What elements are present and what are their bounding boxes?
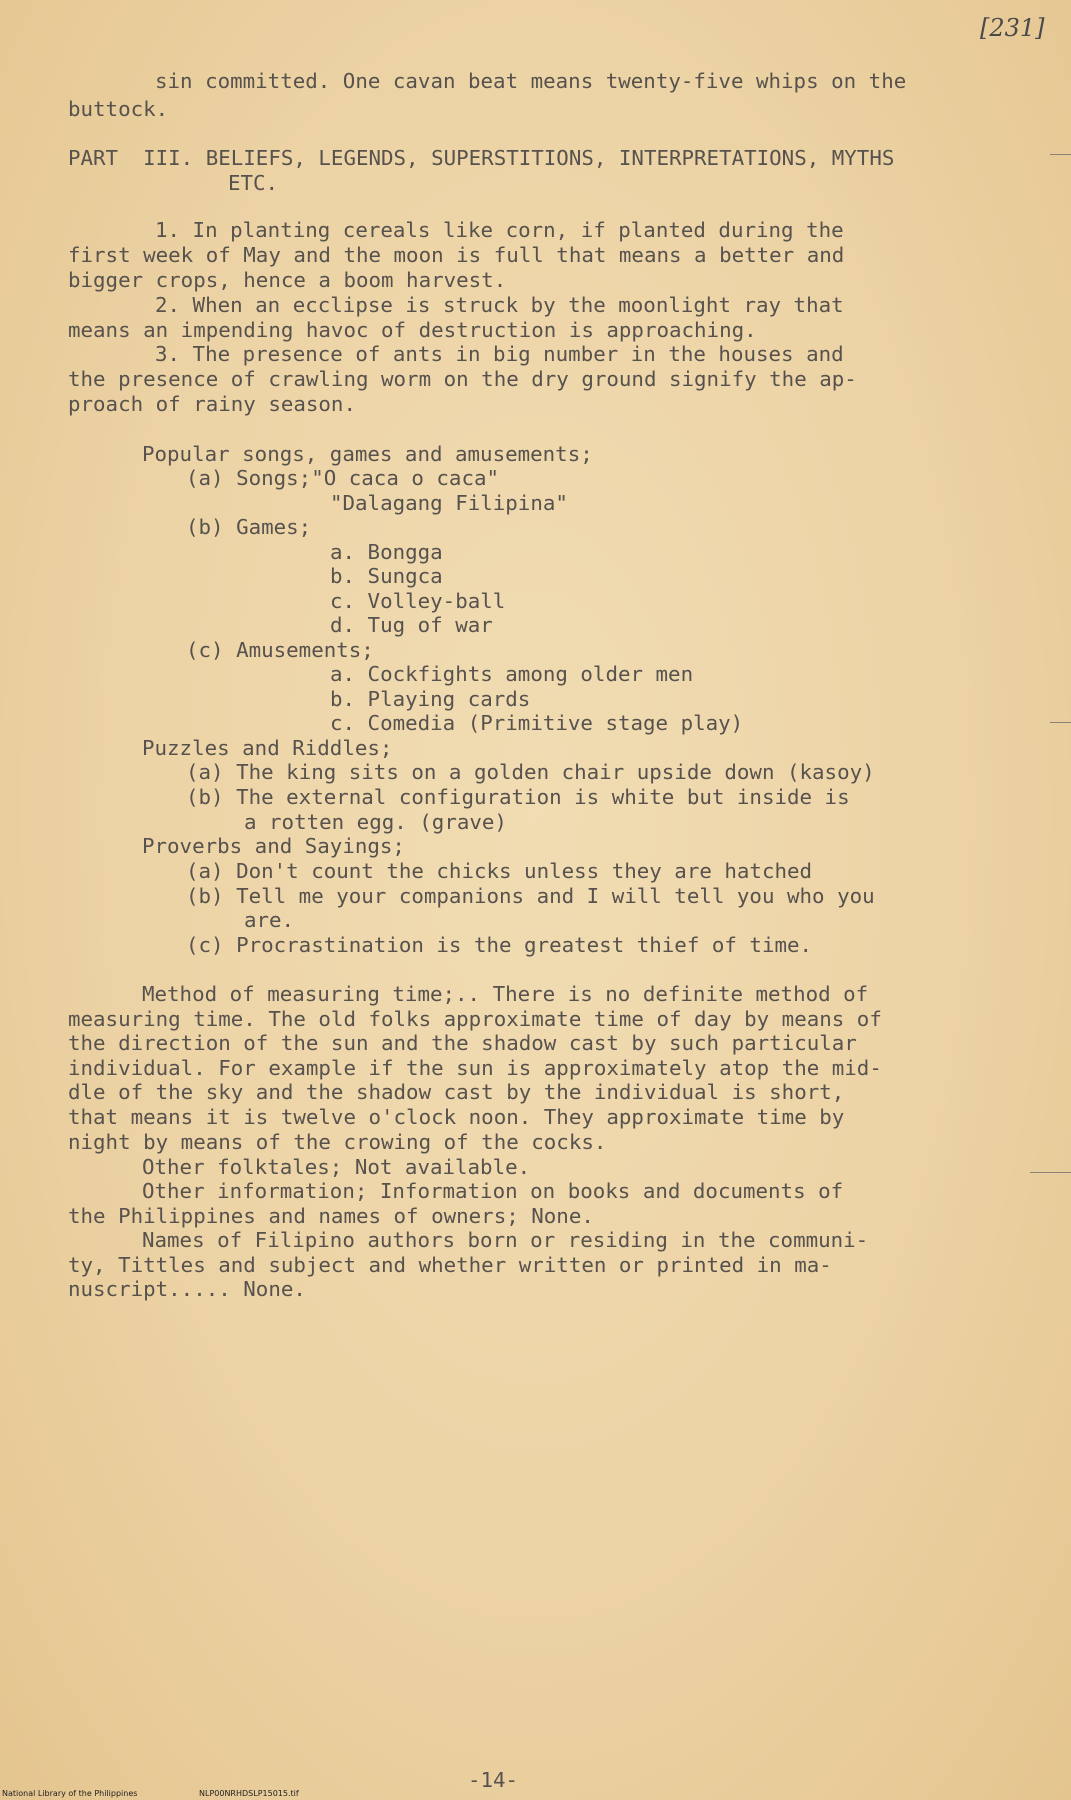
text-line: sin committed. One cavan beat means twenty-five whips on the xyxy=(155,69,907,93)
list-item: b. Playing cards xyxy=(330,687,531,711)
list-item: "Dalagang Filipina" xyxy=(330,491,568,515)
text-line: bigger crops, hence a boom harvest. xyxy=(68,268,507,292)
section-heading: PART III. BELIEFS, LEGENDS, SUPERSTITIONS, INTERPRETATIONS, MYTHS xyxy=(68,146,895,170)
text-line: the presence of crawling worm on the dry ground signify the ap- xyxy=(68,367,857,391)
text-line: dle of the sky and the shadow cast by the individual is short, xyxy=(68,1080,845,1104)
list-item: a rotten egg. (grave) xyxy=(244,810,507,834)
list-item: c. Volley-ball xyxy=(330,589,506,613)
list-heading: Puzzles and Riddles; xyxy=(142,736,393,760)
text-line: proach of rainy season. xyxy=(68,392,356,416)
list-item: (a) Don't count the chicks unless they are hatched xyxy=(186,859,813,883)
list-item: (a) The king sits on a golden chair upside down (kasoy) xyxy=(186,760,875,784)
list-item: (c) Amusements; xyxy=(186,638,374,662)
footer-file-name: NLP00NRHDSLP15015.tif xyxy=(199,1789,299,1798)
text-line: Other information; Information on books and documents of xyxy=(142,1179,844,1203)
list-item: (b) Games; xyxy=(186,515,312,539)
text-line: the Philippines and names of owners; None. xyxy=(68,1204,594,1228)
text-line: Method of measuring time;.. There is no definite method of xyxy=(142,982,869,1006)
text-line: Other folktales; Not available. xyxy=(142,1155,531,1179)
page-reference-number: [231] xyxy=(980,14,1045,42)
list-item: a. Cockfights among older men xyxy=(330,662,694,686)
text-line: nuscript..... None. xyxy=(68,1277,306,1301)
list-item: a. Bongga xyxy=(330,540,443,564)
list-item: (c) Procrastination is the greatest thief of time. xyxy=(186,933,813,957)
text-line: buttock. xyxy=(68,97,169,121)
text-line: measuring time. The old folks approximate time of day by means of xyxy=(68,1007,882,1031)
list-heading: Proverbs and Sayings; xyxy=(142,834,405,858)
margin-mark xyxy=(1050,722,1071,723)
margin-mark xyxy=(1050,154,1071,155)
section-heading: ETC. xyxy=(228,171,279,195)
text-line: 2. When an ecclipse is struck by the moonlight ray that xyxy=(155,293,844,317)
text-line: means an impending havoc of destruction is approaching. xyxy=(68,318,757,342)
list-heading: Popular songs, games and amusements; xyxy=(142,442,593,466)
list-item: c. Comedia (Primitive stage play) xyxy=(330,711,744,735)
page-number: -14- xyxy=(468,1768,519,1792)
text-line: night by means of the crowing of the cocks. xyxy=(68,1130,607,1154)
footer-archive-credit: National Library of the Philippines xyxy=(2,1789,138,1798)
text-line: that means it is twelve o'clock noon. They approximate time by xyxy=(68,1105,845,1129)
list-item: (b) Tell me your companions and I will tell you who you xyxy=(186,884,875,908)
text-line: Names of Filipino authors born or residing in the communi- xyxy=(142,1228,869,1252)
text-line: 3. The presence of ants in big number in the houses and xyxy=(155,342,844,366)
margin-mark xyxy=(1030,1172,1071,1173)
text-line: the direction of the sun and the shadow cast by such particular xyxy=(68,1031,857,1055)
list-item: (a) Songs;"O caca o caca" xyxy=(186,466,500,490)
text-line: 1. In planting cereals like corn, if planted during the xyxy=(155,218,844,242)
list-item: are. xyxy=(244,908,295,932)
text-line: ty, Tittles and subject and whether written or printed in ma- xyxy=(68,1253,832,1277)
text-line: first week of May and the moon is full that means a better and xyxy=(68,243,845,267)
list-item: d. Tug of war xyxy=(330,613,493,637)
text-line: individual. For example if the sun is approximately atop the mid- xyxy=(68,1056,882,1080)
list-item: b. Sungca xyxy=(330,564,443,588)
list-item: (b) The external configuration is white but inside is xyxy=(186,785,850,809)
